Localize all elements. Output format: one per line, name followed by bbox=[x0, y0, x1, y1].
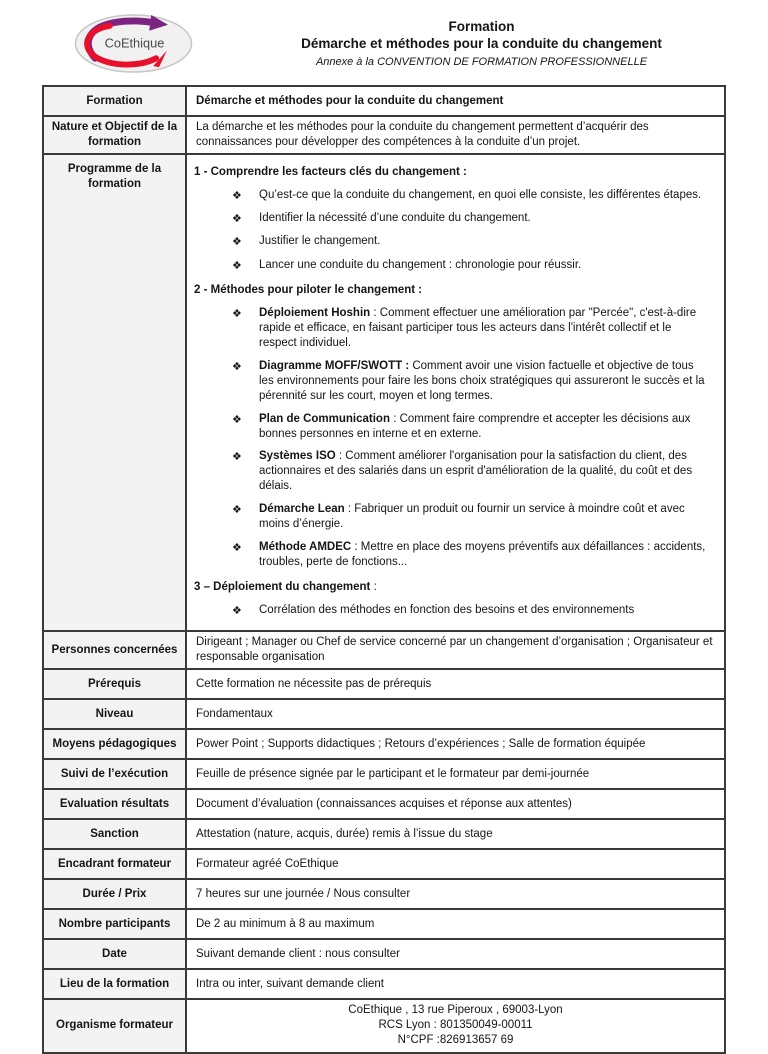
diamond-bullet-icon: ❖ bbox=[232, 542, 242, 555]
programme-bullet-item bbox=[232, 502, 712, 532]
row-value: Document d’évaluation (connaissances acquises et réponse aux attentes) bbox=[186, 789, 725, 819]
table-row bbox=[43, 909, 725, 939]
programme-section-heading-text: 1 - Comprendre les facteurs clés du changement : bbox=[194, 165, 467, 178]
row-label: Suivi de l’exécution bbox=[43, 759, 186, 789]
diamond-bullet-icon: ❖ bbox=[232, 504, 242, 517]
programme-section-heading-text: 2 - Méthodes pour piloter le changement : bbox=[194, 284, 423, 296]
logo-text: CoEthique bbox=[104, 35, 165, 51]
programme-section-heading-tail: : bbox=[370, 581, 377, 593]
programme-bullet-lead: Systèmes ISO bbox=[259, 450, 336, 463]
programme-bullet-text: Démarche Lean : Fabriquer un produit ou fournir un service à moindre coût et avec moins d’énergie. bbox=[259, 503, 685, 531]
organisme-line: RCS Lyon : 801350049-00011 bbox=[378, 1019, 533, 1032]
table-row bbox=[43, 669, 725, 699]
programme-bullet-text: Qu’est-ce que la conduite du changement, en quoi elle consiste, les différentes étapes. bbox=[259, 188, 702, 201]
table-row bbox=[43, 86, 725, 116]
formation-table-body bbox=[43, 86, 725, 1053]
row-label: Formation bbox=[43, 86, 186, 116]
formation-table bbox=[42, 85, 726, 1054]
programme-bullet-text: Corrélation des méthodes en fonction des besoins et des environnements bbox=[259, 603, 635, 616]
programme-bullet-text: Diagramme MOFF/SWOTT : Comment avoir une vision factuelle et objective de tous les environnements pour faire les bons choix stratégiques qui assureront le succès et la pérennité sur les court, moyen et long termes. bbox=[259, 359, 705, 402]
diamond-bullet-icon: ❖ bbox=[232, 451, 242, 464]
row-label: Personnes concernées bbox=[43, 631, 186, 669]
table-row bbox=[43, 999, 725, 1053]
table-row bbox=[43, 939, 725, 969]
programme-bullet-item bbox=[232, 540, 712, 570]
row-label: Moyens pédagogiques bbox=[43, 729, 186, 759]
row-value bbox=[186, 999, 725, 1053]
row-value: De 2 au minimum à 8 au maximum bbox=[186, 909, 725, 939]
row-value: La démarche et les méthodes pour la conduite du changement permettent d’acquérir des connaissances pour développer des compétences à la conduite d’un projet. bbox=[186, 116, 725, 154]
table-row bbox=[43, 789, 725, 819]
row-label: Lieu de la formation bbox=[43, 969, 186, 999]
row-label: Durée / Prix bbox=[43, 879, 186, 909]
table-row bbox=[43, 116, 725, 154]
row-value: Formateur agréé CoEthique bbox=[186, 849, 725, 879]
diamond-bullet-icon: ❖ bbox=[232, 307, 242, 320]
row-value: Cette formation ne nécessite pas de prérequis bbox=[186, 669, 725, 699]
programme-bullet-text: Identifier la nécessité d’une conduite du changement. bbox=[259, 212, 531, 225]
title-block bbox=[195, 19, 768, 68]
row-label: Nature et Objectif de la formation bbox=[43, 116, 186, 154]
document-header bbox=[0, 0, 768, 81]
diamond-bullet-icon: ❖ bbox=[232, 213, 242, 226]
table-row bbox=[43, 631, 725, 669]
programme-bullet-item bbox=[232, 412, 712, 442]
programme-bullet-item bbox=[232, 359, 712, 404]
table-row bbox=[43, 699, 725, 729]
row-label: Nombre participants bbox=[43, 909, 186, 939]
programme-bullet-lead: Plan de Communication bbox=[259, 412, 390, 425]
row-label: Encadrant formateur bbox=[43, 849, 186, 879]
document-title: Formation bbox=[448, 19, 515, 35]
programme-bullet-text: Systèmes ISO : Comment améliorer l'organisation pour la satisfaction du client, des actionnaires et des salariés dans un esprit d'amélioration de la qualité, du coût et des délais. bbox=[259, 450, 693, 493]
programme-section-heading bbox=[194, 165, 712, 180]
organisme-line: N°CPF :826913657 69 bbox=[397, 1034, 514, 1047]
row-value: Suivant demande client : nous consulter bbox=[186, 939, 725, 969]
row-label: Programme de la formation bbox=[43, 154, 186, 631]
table-row bbox=[43, 849, 725, 879]
row-value: Fondamentaux bbox=[186, 699, 725, 729]
organisme-line: CoEthique , 13 rue Piperoux , 69003-Lyon bbox=[348, 1004, 563, 1017]
diamond-bullet-icon: ❖ bbox=[232, 360, 242, 373]
document-annexe: Annexe à la CONVENTION DE FORMATION PROFESSIONNELLE bbox=[315, 55, 648, 68]
diamond-bullet-icon: ❖ bbox=[232, 413, 242, 426]
programme-bullet-text: Plan de Communication : Comment faire comprendre et accepter les décisions aux bonnes personnes en interne et en externe. bbox=[259, 412, 691, 440]
diamond-bullet-icon: ❖ bbox=[232, 259, 242, 272]
diamond-bullet-icon: ❖ bbox=[232, 604, 242, 617]
table-row bbox=[43, 969, 725, 999]
diamond-bullet-icon: ❖ bbox=[232, 189, 242, 202]
programme-bullet-text: Déploiement Hoshin : Comment effectuer une amélioration par "Percée", c'est-à-dire rapide et efficace, en faisant participer tous les acteurs dans l'intérêt collectif et le respect individuel. bbox=[259, 306, 697, 349]
row-value bbox=[186, 154, 725, 631]
programme-bullet-text: Méthode AMDEC : Mettre en place des moyens préventifs aux défaillances : accidents, troubles, perte de fonctions... bbox=[259, 541, 706, 569]
programme-bullet-text: Justifier le changement. bbox=[259, 235, 381, 248]
row-value: Feuille de présence signée par le participant et le formateur par demi-journée bbox=[186, 759, 725, 789]
programme-bullet-lead: Déploiement Hoshin bbox=[259, 306, 371, 319]
programme-bullet-item bbox=[232, 234, 712, 249]
row-value: Dirigeant ; Manager ou Chef de service concerné par un changement d’organisation ; Organisateur et responsable organisation bbox=[186, 631, 725, 669]
diamond-bullet-icon: ❖ bbox=[232, 236, 242, 249]
programme-bullet-lead: Démarche Lean bbox=[259, 503, 345, 516]
table-row bbox=[43, 879, 725, 909]
document-subtitle: Démarche et méthodes pour la conduite du changement bbox=[301, 36, 662, 51]
programme-section-heading-text: 3 – Déploiement du changement bbox=[194, 581, 371, 593]
row-label: Date bbox=[43, 939, 186, 969]
row-value: 7 heures sur une journée / Nous consulter bbox=[186, 879, 725, 909]
programme-section-heading bbox=[194, 580, 712, 595]
programme-bullet-item bbox=[232, 449, 712, 494]
row-value: Power Point ; Supports didactiques ; Retours d’expériences ; Salle de formation équipée bbox=[186, 729, 725, 759]
row-label: Niveau bbox=[43, 699, 186, 729]
programme-bullet-item bbox=[232, 188, 712, 203]
row-value: Démarche et méthodes pour la conduite du changement bbox=[186, 86, 725, 116]
coethique-logo bbox=[72, 13, 195, 74]
programme-bullet-item bbox=[232, 603, 712, 618]
programme-section-heading bbox=[194, 283, 712, 298]
table-row bbox=[43, 729, 725, 759]
programme-bullet-text: Lancer une conduite du changement : chronologie pour réussir. bbox=[259, 258, 582, 271]
row-value: Intra ou inter, suivant demande client bbox=[186, 969, 725, 999]
table-row bbox=[43, 759, 725, 789]
row-label: Evaluation résultats bbox=[43, 789, 186, 819]
programme-bullet-item bbox=[232, 306, 712, 351]
row-label: Prérequis bbox=[43, 669, 186, 699]
row-label: Organisme formateur bbox=[43, 999, 186, 1053]
row-label: Sanction bbox=[43, 819, 186, 849]
table-row bbox=[43, 154, 725, 631]
row-value: Attestation (nature, acquis, durée) remis à l’issue du stage bbox=[186, 819, 725, 849]
programme-bullet-item bbox=[232, 211, 712, 226]
programme-bullet-lead: Méthode AMDEC bbox=[259, 541, 352, 554]
table-row bbox=[43, 819, 725, 849]
programme-bullet-lead: Diagramme MOFF/SWOTT : bbox=[259, 359, 410, 372]
programme-bullet-item bbox=[232, 258, 712, 273]
